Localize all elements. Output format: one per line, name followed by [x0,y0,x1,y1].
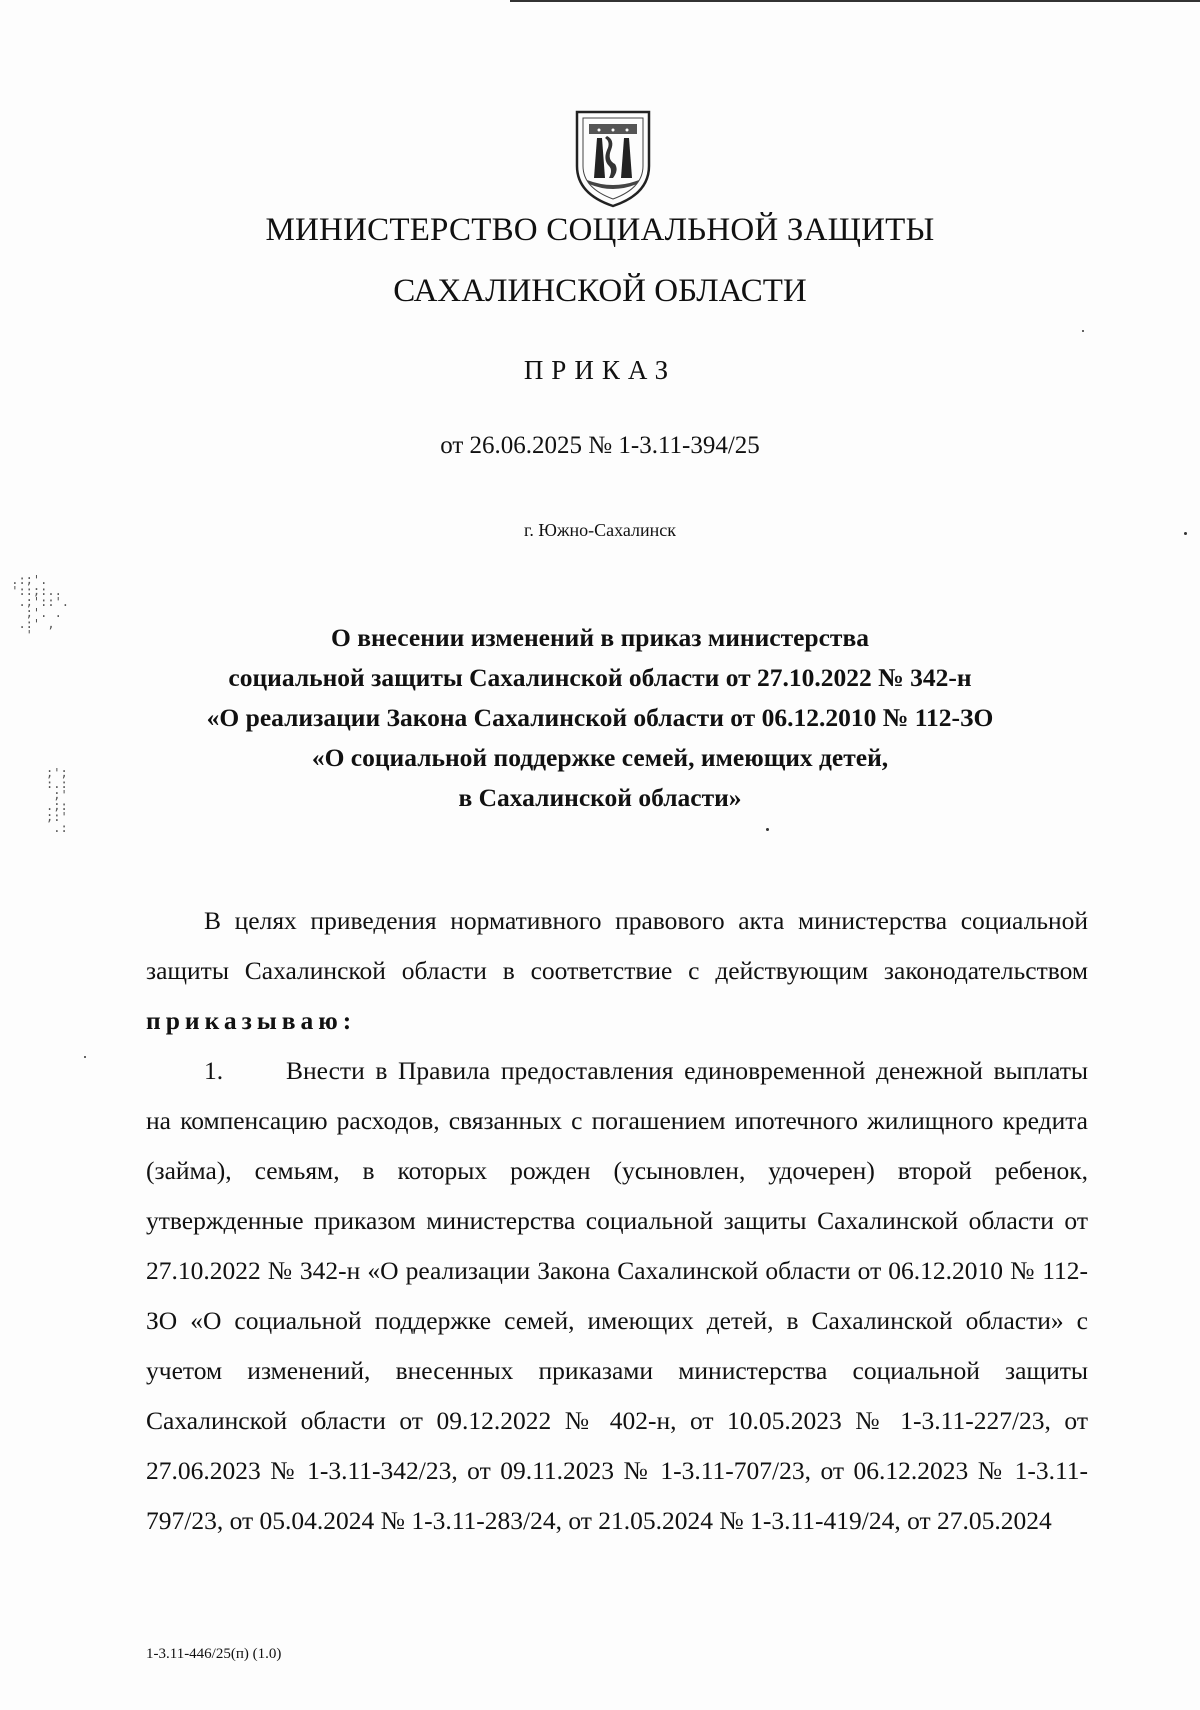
title-line-4: «О социальной поддержке семей, имеющих детей, [311,743,889,772]
order-verb: приказываю: [146,1006,357,1035]
scan-noise-1: .:;'. '::;:.. .;'::'. ;'. . .:' , ' [11,573,70,642]
order-date-number: от 26.06.2025 № 1-3.11-394/25 [440,432,760,459]
order-title [100,618,1100,818]
preamble-text: В целях приведения нормативного правового акта министерства социальной защиты Сахалинской области в соответствие с действующим законодательством [146,906,1088,985]
preamble-paragraph [146,896,1088,1046]
scan-noise-2: ;'; :.: ;' .;: ;:' .: [46,766,68,835]
title-line-2: социальной защиты Сахалинской области от 27.10.2022 № 342-н [228,663,972,692]
item-1-paragraph [146,1046,1088,1546]
city-name: г. Южно-Сахалинск [523,520,677,540]
ministry-name-line1: МИНИСТЕРСТВО СОЦИАЛЬНОЙ ЗАЩИТЫ [265,212,935,248]
scan-speck [766,828,769,831]
document-footer-code: 1-3.11-446/25(п) (1.0) [146,1646,282,1662]
item-1-text: Внести в Правила предоставления единовременной денежной выплаты на компенсацию расходов, связанных с погашением ипотечного жилищного кредита (займа), семьям, в которых рожден (усыновлен, удочерен) второй ребенок, утвержденные приказом министерства социальной защиты Сахалинской области от 27.10.2022 № 342-н «О реализации Закона Сахалинской области от 06.12.2010 № 112-ЗО «О социальной поддержке семей, имеющих детей, в Сахалинской области» с учетом изменений, внесенных приказами министерства социальной защиты Сахалинской области от 09.12.2022 № 402-н, от 10.05.2023 № 1-3.11-227/23, от 27.06.2023 № 1-3.11-342/23, от 09.11.2023 № 1-3.11-707/23, от 06.12.2023 № 1-3.11-797/23, от 05.04.2024 № 1-3.11-283/24, от 21.05.2024 № 1-3.11-419/24, от 27.05.2024 [146,1056,1088,1535]
ministry-name-line2: САХАЛИНСКОЙ ОБЛАСТИ [393,273,807,309]
item-1-number: 1. [204,1056,224,1085]
scan-speck [84,1056,86,1058]
scan-speck [1184,532,1187,535]
document-type: ПРИКАЗ [523,355,677,385]
title-line-3: «О реализации Закона Сахалинской области от 06.12.2010 № 112-ЗО [206,703,994,732]
sakhalin-coat-of-arms-icon [571,108,655,208]
scan-speck [1082,330,1084,332]
title-line-5: в Сахалинской области» [458,783,742,812]
title-line-1: О внесении изменений в приказ министерства [331,623,869,652]
scan-edge-line [510,0,1200,2]
